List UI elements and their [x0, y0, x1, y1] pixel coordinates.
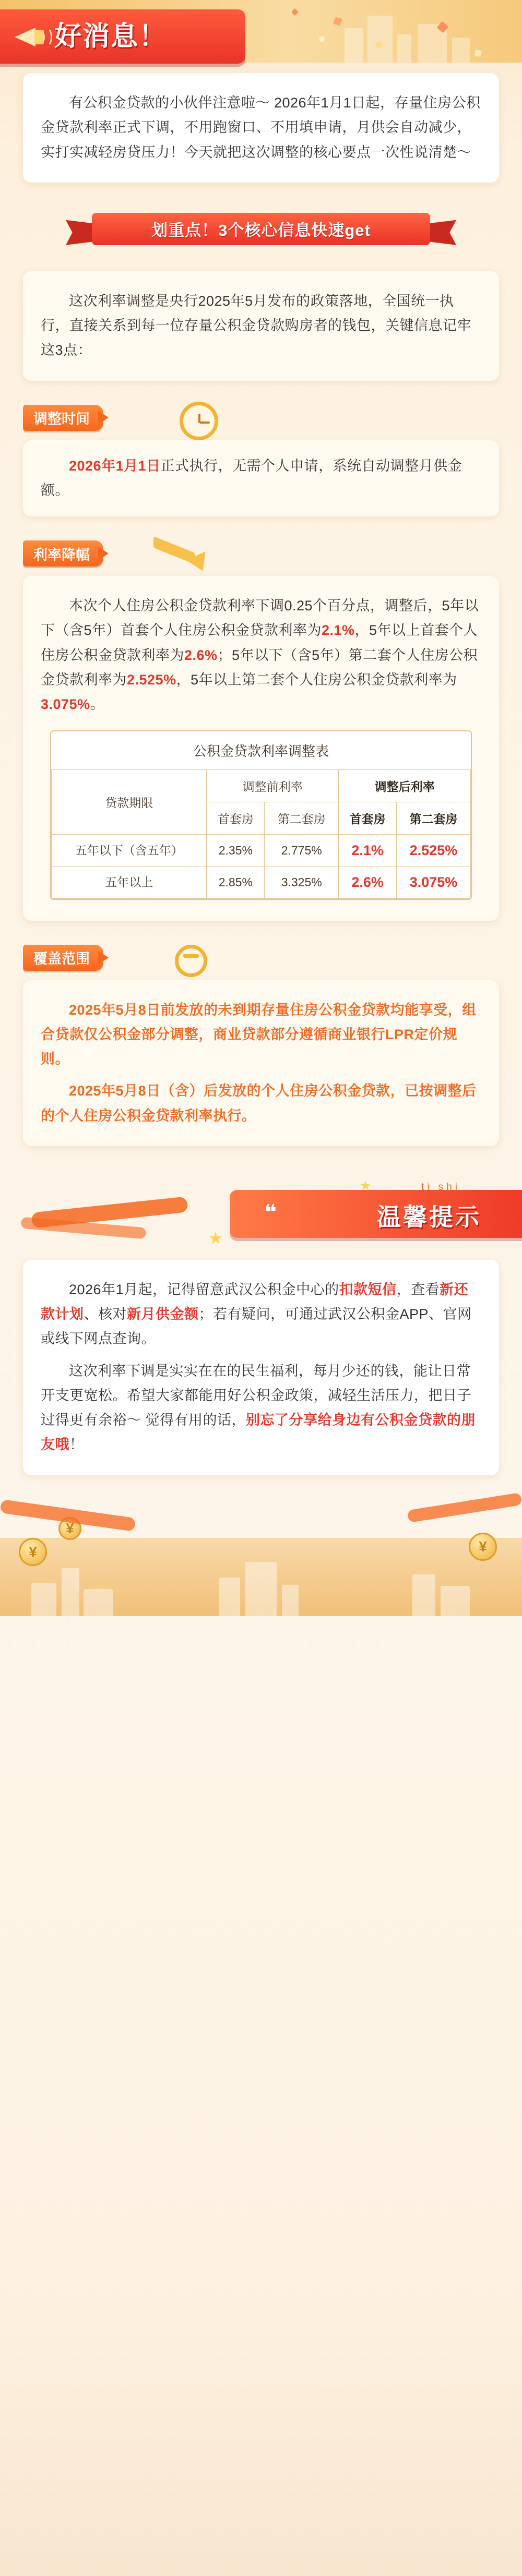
coin-icon	[19, 1538, 47, 1566]
tips-value-3: 新月供金额	[127, 1306, 199, 1322]
rate-value-3: 2.525%	[127, 671, 176, 688]
tip-pinyin: ti shi	[421, 1181, 460, 1193]
coverage-card	[23, 980, 499, 1146]
table-group-header-row	[52, 770, 471, 802]
table-new-rate-header: 调整后利率	[339, 770, 471, 802]
rate-table	[51, 731, 471, 898]
rate-value-2: 2.6%	[184, 647, 218, 663]
tag-label-coverage: 覆盖范围	[23, 945, 103, 971]
table-row	[52, 835, 471, 866]
table-cell-new-first-0: 2.1%	[339, 835, 397, 866]
table-caption: 公积金贷款利率调整表	[52, 731, 471, 770]
tips-card	[23, 1260, 499, 1475]
pin-icon	[172, 943, 212, 981]
table-cell-old-first-0: 2.35%	[207, 835, 265, 866]
footer-decoration	[0, 1496, 522, 1616]
table-row-label-header: 贷款期限	[52, 770, 207, 835]
rate-paragraph	[41, 594, 481, 717]
rate-table-wrapper	[50, 730, 472, 899]
time-date-text: 正式执行，无需个人申请，系统自动调整月供金额。	[41, 458, 462, 498]
table-row-label-1: 五年以上	[52, 866, 207, 898]
coverage-text-2: 发放的个人住房公积金贷款，已按调整后的个人住房公积金贷款利率执行。	[41, 1083, 477, 1124]
table-new-second-header: 第二套房	[397, 802, 471, 835]
section-banner-text: 划重点！3个核心信息快速get	[92, 213, 430, 245]
lead-card	[23, 271, 499, 381]
tip-banner	[0, 1177, 522, 1256]
tips-value-1: 扣款短信	[339, 1281, 397, 1297]
rate-card	[23, 576, 499, 921]
clock-icon	[180, 402, 218, 440]
table-old-second-header: 第二套房	[265, 802, 339, 835]
tag-label-time: 调整时间	[23, 405, 103, 431]
coverage-date-1: 2025年5月8日前	[69, 1002, 175, 1018]
rate-text-c: ；5年以下（含5年）第二套个人住房公积金贷款利率为	[41, 647, 478, 688]
coverage-date-2: 2025年5月8日（含）后	[69, 1083, 218, 1099]
table-old-rate-header: 调整前利率	[207, 770, 339, 802]
coverage-text-1: 发放的未到期存量住房公积金贷款均能享受，组合贷款仅公积金部分调整，商业贷款部分遵循商业银行LPR定价规则。	[41, 1002, 477, 1067]
rate-value-4: 3.075%	[41, 696, 90, 712]
page-title: 好消息！	[54, 21, 168, 52]
rate-text-a: 本次个人住房公积金贷款利率下调0.25个百分点，调整后，5年以下（含5年）首套个人住房公积金贷款利率为	[41, 598, 479, 639]
tips2-value: 别忘了分享给身边有公积金贷款的朋友哦	[41, 1412, 476, 1453]
megaphone-icon	[11, 20, 48, 53]
tag-label-rate: 利率降幅	[23, 540, 103, 567]
table-cell-old-second-1: 3.325%	[265, 866, 339, 898]
tips2-text-b: ！	[69, 1437, 84, 1453]
table-row-label-0: 五年以下（含五年）	[52, 835, 207, 866]
quote-icon: ❝	[264, 1200, 277, 1224]
table-row	[52, 866, 471, 898]
table-cell-new-second-0: 2.525%	[397, 835, 471, 866]
tips-text-d: ；若有疑问，可通过武汉公积金APP、官网或线下网点查询。	[41, 1306, 472, 1347]
table-cell-old-second-0: 2.775%	[265, 835, 339, 866]
footer-ribbon-2	[407, 1492, 522, 1523]
header-decoration	[303, 5, 522, 73]
table-cell-new-second-1: 3.075%	[397, 866, 471, 898]
coin-icon-3	[469, 1533, 497, 1561]
intro-paragraph: 有公积金贷款的小伙伴注意啦～ 2026年1月1日起，存量住房公积金贷款利率正式下调，不用跑窗口、不用填申请，月供会自动减少，实打实减轻房贷压力！今天就把这次调整的核心要点一次性说清楚～	[41, 95, 481, 160]
table-cell-old-first-1: 2.85%	[207, 866, 265, 898]
tips2-text-a: 这次利率下调是实实在在的民生福利，每月少还的钱，能让日常开支更宽松。希望大家都能用好公积金政策，减轻生活压力，把日子过得更有余裕～ 觉得有用的话，	[41, 1363, 471, 1428]
tips-value-2: 新还款计划	[41, 1281, 469, 1322]
tag-row-coverage	[23, 945, 522, 975]
tips-text-b: ，查看	[396, 1281, 440, 1297]
time-card	[23, 440, 499, 517]
arrow-down-icon	[153, 539, 216, 576]
tips-paragraph-2	[41, 1359, 481, 1458]
header-ribbon	[0, 9, 245, 64]
table-new-first-header: 首套房	[339, 802, 397, 835]
time-paragraph	[41, 454, 481, 503]
table-cell-new-first-1: 2.6%	[339, 866, 397, 898]
rate-value-1: 2.1%	[322, 622, 355, 639]
intro-card	[23, 73, 499, 183]
tips-paragraph-1	[41, 1278, 481, 1352]
coverage-paragraph-2	[41, 1079, 481, 1128]
star-icon-2	[360, 1181, 371, 1191]
rate-text-b: ，5年以上首套个人住房公积金贷款利率为	[41, 622, 478, 663]
footer-city-silhouette	[0, 1538, 522, 1616]
tips-text-a: 2026年1月起，记得留意武汉公积金中心的	[69, 1281, 339, 1297]
lead-paragraph: 这次利率调整是央行2025年5月发布的政策落地，全国统一执行，直接关系到每一位存量公积金贷款购房者的钱包，关键信息记牢这3点：	[41, 293, 471, 358]
table-old-first-header: 首套房	[207, 802, 265, 835]
section-banner	[63, 210, 459, 250]
tips-text-c: 、核对	[84, 1306, 127, 1322]
tag-row-rate	[23, 540, 522, 571]
tag-row-time	[23, 405, 522, 435]
star-icon	[209, 1232, 222, 1245]
rate-text-d: ，5年以上第二套个人住房公积金贷款利率为	[176, 671, 457, 688]
tip-title: 温馨提示	[377, 1203, 481, 1231]
time-date-value: 2026年1月1日	[69, 458, 161, 474]
rate-text-e: 。	[90, 696, 105, 712]
coverage-paragraph-1	[41, 998, 481, 1072]
table-caption-row	[52, 731, 471, 770]
header	[0, 0, 522, 78]
